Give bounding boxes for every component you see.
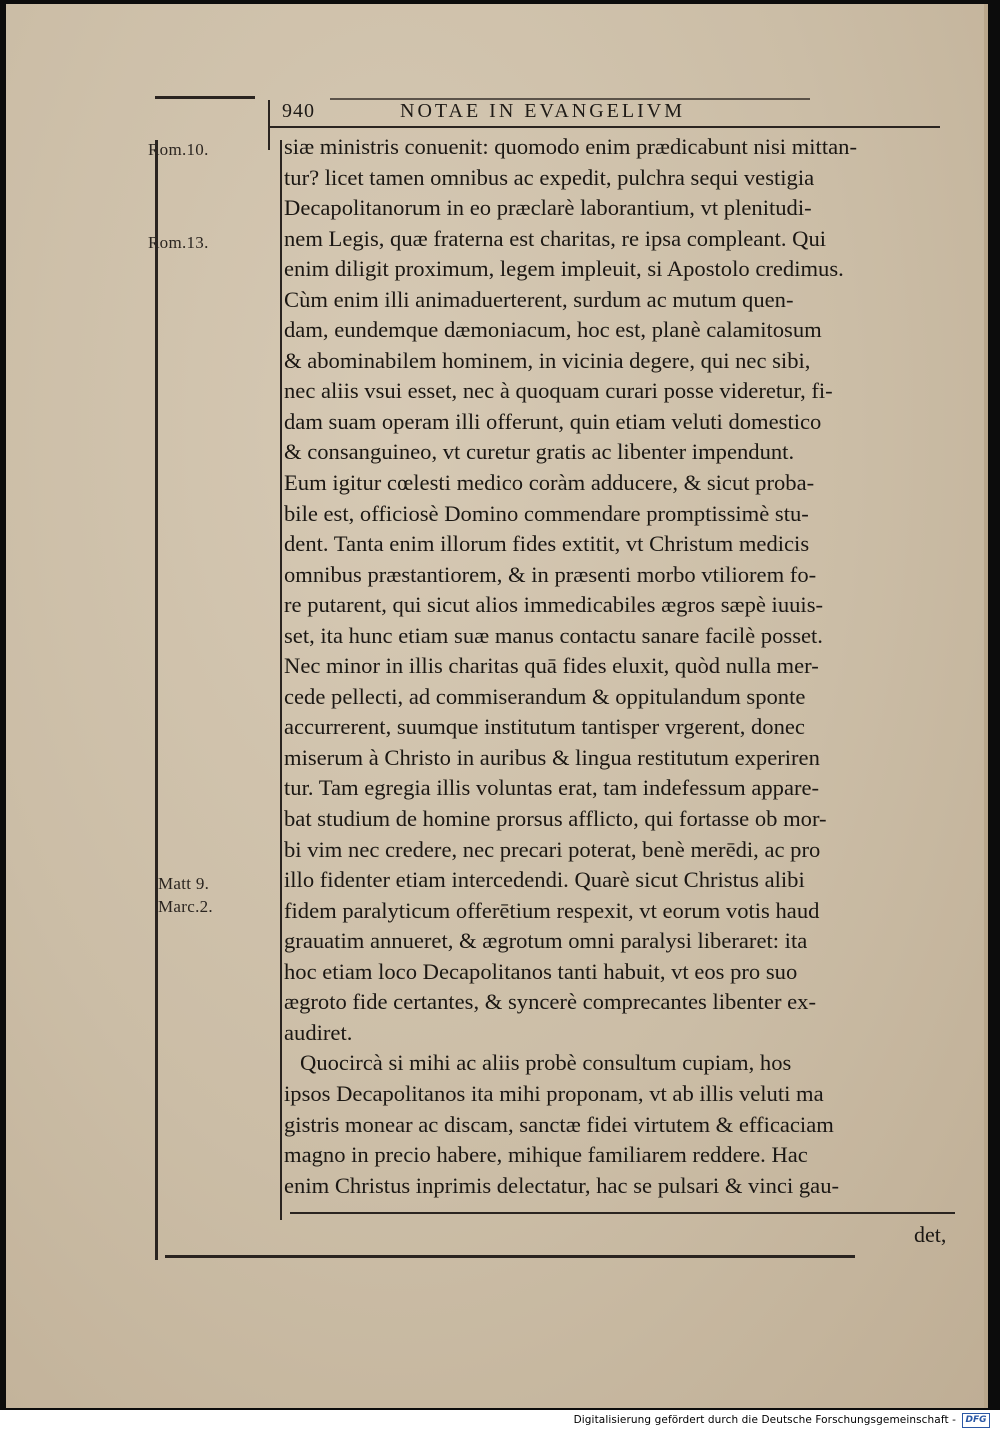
margin-note: Marc.2. <box>158 897 213 916</box>
text-line: & consanguineo, vt curetur gratis ac libenter impendunt. <box>284 439 795 465</box>
text-line: omnibus præstantiorem, & in præsenti morbo vtiliorem fo- <box>284 561 817 587</box>
text-line: ipsos Decapolitanos ita mihi proponam, vt ab illis veluti ma <box>284 1080 824 1106</box>
text-line: accurrerent, suumque institutum tantisper vrgerent, donec <box>284 714 805 740</box>
text-line: gistris monear ac discam, sanctæ fidei virtutem & efficaciam <box>284 1111 834 1137</box>
footer-credit: Digitalisierung gefördert durch die Deutsche Forschungsgemeinschaft - <box>573 1414 956 1426</box>
text-line: re putarent, qui sicut alios immedicabiles ægros sæpè iuuis- <box>284 592 824 618</box>
text-line: Eum igitur cœlesti medico coràm adducere, & sicut proba- <box>284 470 815 496</box>
text-line: set, ita hunc etiam suæ manus contactu sanare facilè posset. <box>284 622 823 648</box>
margin-mid-rule <box>268 100 270 150</box>
margin-note: Rom.13. <box>148 233 209 252</box>
text-line: Quocircà si mihi ac aliis probè consultum cupiam, hos <box>300 1050 792 1076</box>
header-underline <box>270 126 940 128</box>
text-line: Cùm enim illi animaduerterent, surdum ac mutum quen- <box>284 286 794 312</box>
text-line: bile est, officiosè Domino commendare promptissimè stu- <box>284 500 809 526</box>
text-line: hoc etiam loco Decapolitanos tanti habuit, vt eos pro suo <box>284 958 798 984</box>
text-line: fidem paralyticum offerētium respexit, vt eorum votis haud <box>284 897 820 923</box>
text-line: Decapolitanorum in eo præclarè laborantium, vt plenitudi- <box>284 195 812 221</box>
text-line: illo fidenter etiam intercedendi. Quarè sicut Christus alibi <box>284 867 805 893</box>
page-number: 940 <box>282 100 315 122</box>
text-line: audiret. <box>284 1019 353 1045</box>
text-line: dam suam operam illi offerunt, quin etiam veluti domestico <box>284 408 822 434</box>
text-line: & abominabilem hominem, in vicinia degere, qui nec sibi, <box>284 347 811 373</box>
text-line: siæ ministris conuenit: quomodo enim prædicabunt nisi mittan- <box>284 134 857 159</box>
text-line: Nec minor in illis charitas quā fides eluxit, quòd nulla mer- <box>284 653 819 679</box>
text-line: magno in precio habere, mihique familiarem reddere. Hac <box>284 1142 808 1168</box>
text-line: nec aliis vsui esset, nec à quoquam curari posse videretur, fi- <box>284 378 833 404</box>
text-line: tur. Tam egregia illis voluntas erat, tam indefessum appare- <box>284 775 820 801</box>
dfg-logo-icon: DFG <box>962 1413 990 1428</box>
text-line: tur? licet tamen omnibus ac expedit, pulchra sequi vestigia <box>284 164 815 190</box>
text-line: dam, eundemque dæmoniacum, hoc est, planè calamitosum <box>284 317 822 343</box>
text-line: miserum à Christo in auribus & lingua restitutum experiren <box>284 744 820 770</box>
text-line: bi vim nec credere, nec precari poterat, benè merēdi, ac pro <box>284 836 821 862</box>
running-title: NOTAE IN EVANGELIVM <box>400 100 685 122</box>
digitization-footer <box>0 1410 1000 1433</box>
text-line: ægroto fide certantes, & syncerè comprecantes libenter ex- <box>284 989 816 1015</box>
text-line: nem Legis, quæ fraterna est charitas, re ipsa compleant. Qui <box>284 225 827 251</box>
text-line: enim Christus inprimis delectatur, hac se pulsari & vinci gau- <box>284 1172 840 1198</box>
text-line: bat studium de homine prorsus afflicto, qui fortasse ob mor- <box>284 806 827 832</box>
text-line: enim diligit proximum, legem impleuit, si Apostolo credimus. <box>284 256 844 282</box>
margin-note: Rom.10. <box>148 140 209 159</box>
text-line: dent. Tanta enim illorum fides extitit, vt Christum medicis <box>284 531 810 557</box>
margin-left-rule <box>155 140 158 1260</box>
text-line: cede pellecti, ad commiserandum & oppitulandum sponte <box>284 683 806 709</box>
body-text <box>284 132 964 1201</box>
text-column-rule <box>280 140 282 1220</box>
margin-note: Matt 9. <box>158 874 210 893</box>
text-line: grauatim annueret, & ægrotum omni paralysi liberaret: ita <box>284 928 808 954</box>
text-bottom-rule <box>290 1212 955 1214</box>
header-rule <box>155 96 255 99</box>
running-head <box>282 100 962 123</box>
catchword: det, <box>914 1222 947 1247</box>
page-bottom-rule <box>165 1255 855 1258</box>
